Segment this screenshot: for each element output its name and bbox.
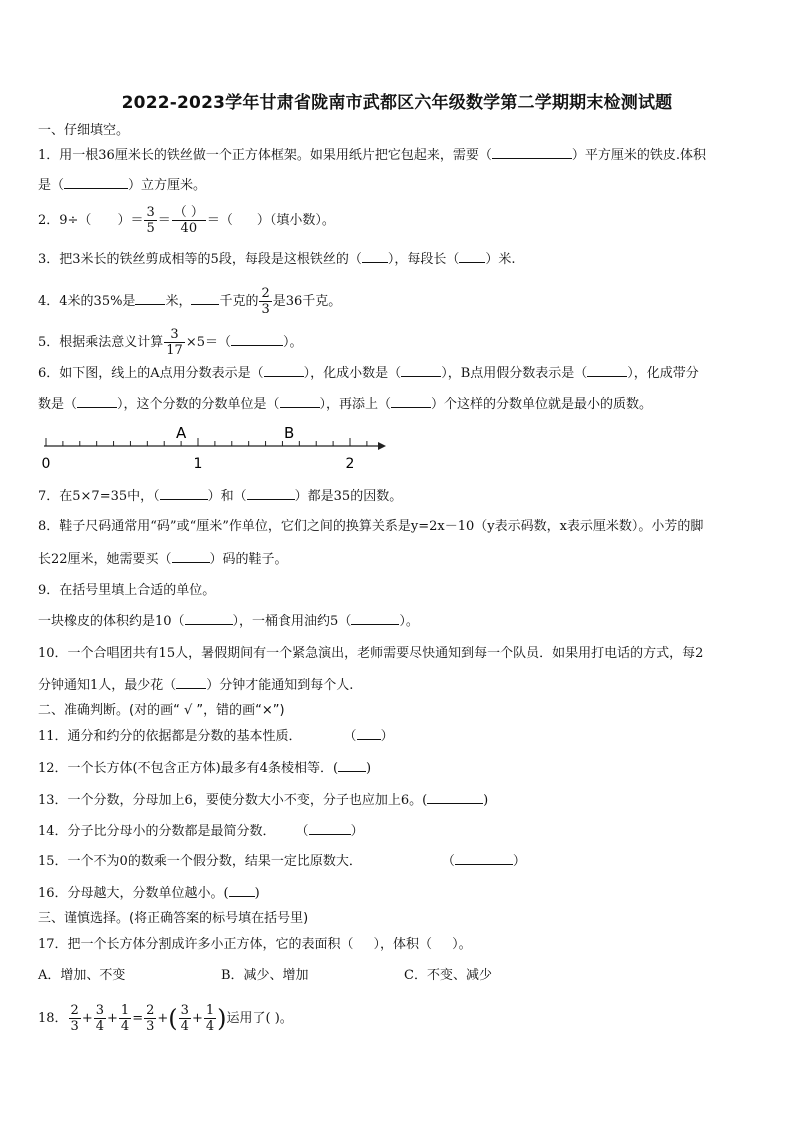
fraction-1-4: $\frac{1}{4}$ bbox=[120, 1003, 130, 1034]
question-12: 12．一个长方体(不包含正方体)最多有4条棱相等．( ) bbox=[38, 761, 372, 776]
question-9-items: 一块橡皮的体积约是10（ ），一桶食用油约5（ ）。 bbox=[38, 614, 419, 629]
point-b-label: B bbox=[284, 424, 295, 442]
page-title: 2022-2023学年甘肃省陇南市武都区六年级数学第二学期期末检测试题 bbox=[121, 93, 673, 113]
option-a[interactable]: A．增加、不变 bbox=[38, 968, 126, 983]
number-line bbox=[36, 424, 396, 474]
question-8-line-1: 8．鞋子尺码通常用“码”或“厘米”作单位，它们之间的换算关系是y=2x－10（y表示码数，x表示厘米数）。小芳的脚 bbox=[38, 519, 704, 534]
answer-blank[interactable] bbox=[247, 487, 295, 500]
left-paren: ( bbox=[168, 1004, 178, 1033]
question-3: 3．把3米长的铁丝剪成相等的5段，每段是这根铁丝的（ ），每段长（ ）米. bbox=[38, 252, 516, 267]
answer-blank[interactable] bbox=[231, 333, 283, 346]
answer-blank[interactable] bbox=[455, 852, 513, 865]
answer-blank[interactable] bbox=[309, 822, 351, 835]
question-15: 15．一个不为0的数乘一个假分数，结果一定比原数大． （ ） bbox=[38, 854, 526, 869]
section-2-heading: 二、准确判断。(对的画“ √ ”，错的画“×”) bbox=[38, 703, 285, 718]
answer-blank[interactable] bbox=[160, 487, 208, 500]
question-10-line-1: 10．一个合唱团共有15人，暑假期间有一个紧急演出，老师需要尽快通知到每一个队员．如果用打电话的方式，每2 bbox=[38, 646, 704, 661]
fraction-2-3: $\frac{2}{3}$ bbox=[70, 1003, 79, 1034]
arrow-icon bbox=[378, 442, 386, 450]
question-10-line-2: 分钟通知1人，最少花（ ）分钟才能通知到每个人. bbox=[38, 678, 354, 693]
question-16: 16．分母越大，分数单位越小。( ) bbox=[38, 886, 260, 901]
tick-label-2: 2 bbox=[345, 456, 355, 472]
tick-label-0: 0 bbox=[41, 456, 51, 472]
question-5: 5．根据乘法意义计算 $\frac{3}{17}$ ×5＝（ ）。 bbox=[38, 327, 303, 358]
answer-blank[interactable] bbox=[135, 292, 165, 305]
point-a-label: A bbox=[175, 424, 187, 442]
answer-blank[interactable] bbox=[280, 395, 320, 408]
question-7: 7．在5×7=35中，（ ）和（ ）都是35的因数。 bbox=[38, 489, 403, 504]
answer-blank[interactable] bbox=[427, 791, 483, 804]
answer-blank[interactable] bbox=[357, 727, 381, 740]
question-6-line-1: 6．如下图，线上的A点用分数表示是（ ），化成小数是（ ），B点用假分数表示是（ ），化成带分 bbox=[38, 366, 699, 381]
answer-blank[interactable] bbox=[264, 364, 304, 377]
question-9-heading: 9．在括号里填上合适的单位。 bbox=[38, 583, 216, 598]
question-6-line-2: 数是（ ），这个分数的分数单位是（ ），再添上（ ）个这样的分数单位就是最小的质数。 bbox=[38, 397, 653, 412]
question-17: 17．把一个长方体分割成许多小正方体，它的表面积（ ），体积（ ）。 bbox=[38, 937, 472, 952]
question-4: 4．4米的35%是 米， 千克的 $\frac{2}{3}$ 是36千克。 bbox=[38, 286, 342, 317]
question-17-options bbox=[38, 967, 492, 985]
fraction-1-4: $\frac{1}{4}$ bbox=[205, 1003, 215, 1034]
fraction-2-3: $\frac{2}{3}$ bbox=[261, 286, 270, 317]
answer-blank[interactable] bbox=[492, 146, 572, 159]
question-2: 2．9÷（ ）＝ $\frac{3}{5}$ ＝ $\frac{( )}{40}$ ＝（ ）（填小数）。 bbox=[38, 205, 335, 236]
answer-blank[interactable] bbox=[77, 395, 117, 408]
answer-blank[interactable] bbox=[185, 612, 233, 625]
option-c[interactable]: C．不变、减少 bbox=[404, 968, 492, 983]
fraction-3-4: $\frac{3}{4}$ bbox=[180, 1003, 189, 1034]
answer-blank[interactable] bbox=[587, 364, 627, 377]
answer-blank[interactable] bbox=[459, 250, 485, 263]
question-1-line-2: 是（ ）立方厘米。 bbox=[38, 178, 207, 193]
answer-blank[interactable] bbox=[362, 250, 388, 263]
right-paren: ) bbox=[217, 1004, 227, 1033]
answer-blank[interactable] bbox=[229, 884, 255, 897]
option-b[interactable]: B．减少、增加 bbox=[221, 968, 309, 983]
answer-blank[interactable] bbox=[401, 364, 441, 377]
section-3-heading: 三、谨慎选择。(将正确答案的标号填在括号里) bbox=[38, 911, 309, 926]
question-1-line-1: 1．用一根36厘米长的铁丝做一个正方体框架。如果用纸片把它包起来，需要（ ）平方厘米的铁皮.体积 bbox=[38, 148, 706, 163]
section-1-heading: 一、仔细填空。 bbox=[38, 123, 130, 138]
fraction-blank-40: $\frac{( )}{40}$ bbox=[173, 205, 204, 236]
fraction-3-5: $\frac{3}{5}$ bbox=[146, 205, 155, 236]
answer-blank[interactable] bbox=[64, 176, 128, 189]
answer-blank[interactable] bbox=[351, 612, 399, 625]
question-13: 13．一个分数，分母加上6，要使分数大小不变，分子也应加上6。( ) bbox=[38, 793, 489, 808]
fraction-3-17: $\frac{3}{17}$ bbox=[166, 327, 183, 358]
answer-blank[interactable] bbox=[391, 395, 431, 408]
answer-blank[interactable] bbox=[338, 759, 366, 772]
fraction-2-3: $\frac{2}{3}$ bbox=[146, 1003, 155, 1034]
tick-label-1: 1 bbox=[193, 456, 203, 472]
question-8-line-2: 长22厘米，她需要买（ ）码的鞋子。 bbox=[38, 552, 288, 567]
fraction-3-4: $\frac{3}{4}$ bbox=[95, 1003, 105, 1034]
question-18: 18． $\frac{2}{3}$ + $\frac{3}{4}$ + $\frac{1}{4}$ = $\frac{2}{3}$ +( $\frac{3}{4}$ + $\frac{1}{4}$ )运用了( )。 bbox=[38, 1003, 293, 1034]
answer-blank[interactable] bbox=[191, 292, 219, 305]
answer-blank[interactable] bbox=[176, 676, 206, 689]
answer-blank[interactable] bbox=[172, 550, 210, 563]
question-11: 11．通分和约分的依据都是分数的基本性质． （ ） bbox=[38, 729, 394, 744]
question-14: 14．分子比分母小的分数都是最简分数． （ ） bbox=[38, 824, 364, 839]
